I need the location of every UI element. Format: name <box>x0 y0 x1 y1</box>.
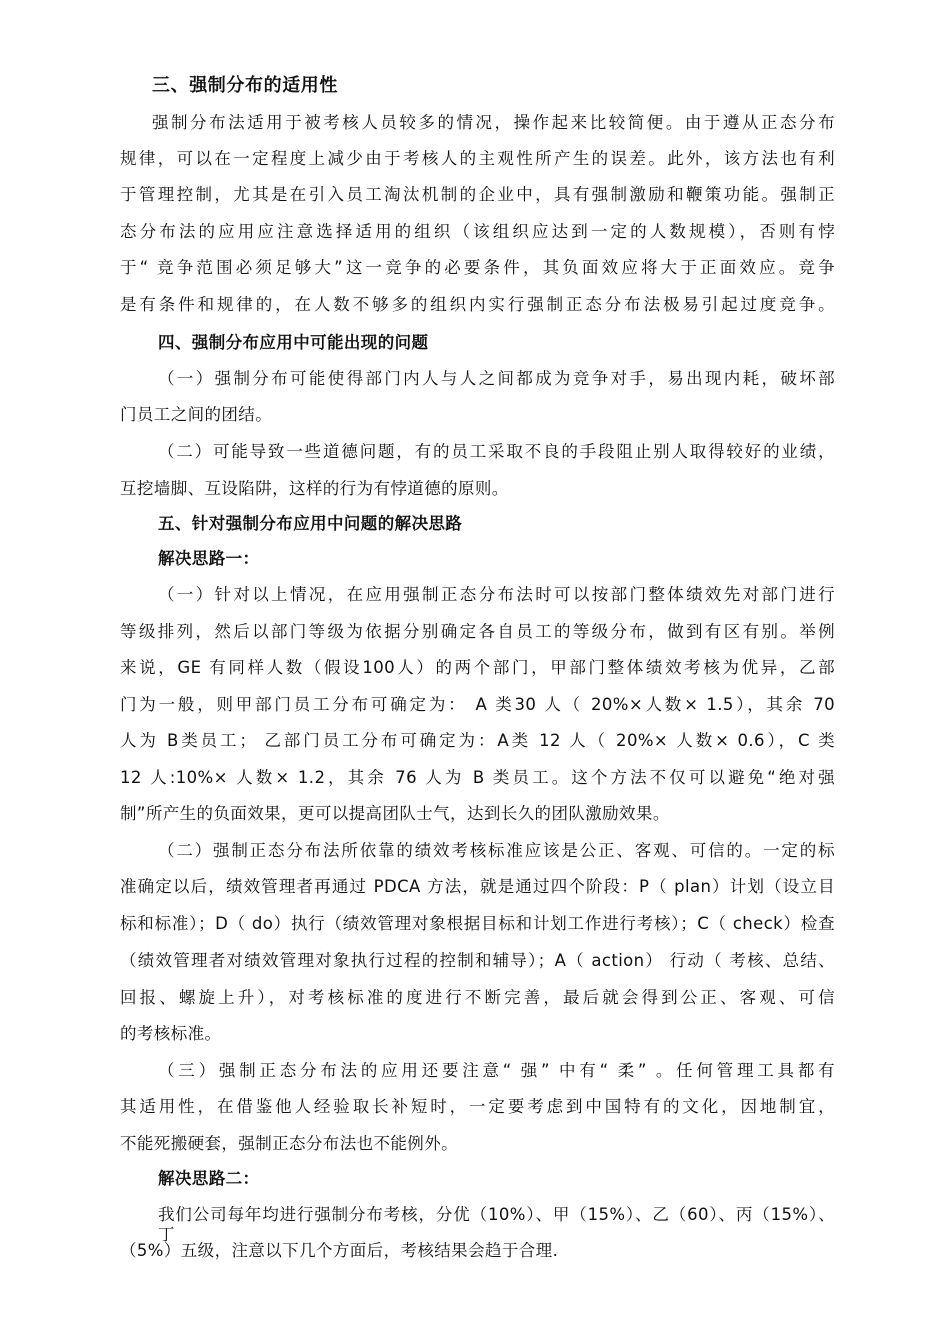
paragraph-line: 准确定以后，绩效管理者再通过 PDCA 方法，就是通过四个阶段：P（ plan）计划（设立目 <box>120 877 835 896</box>
paragraph-line: （二）强制正态分布法所依靠的绩效考核标准应该是公正、客观、可信的。一定的标 <box>158 841 835 860</box>
paragraph-line: 12 人:10%× 人数× 1.2，其余 76 人为 B 类员工。这个方法不仅可以避免“绝对强 <box>120 768 835 787</box>
paragraph-line: 规律，可以在一定程度上减少由于考核人的主观性所产生的误差。此外，该方法也有利 <box>120 149 835 168</box>
paragraph-line: 互挖墙脚、互设陷阱，这样的行为有悖道德的原则。 <box>120 479 509 498</box>
paragraph-line: 回报、螺旋上升），对考核标准的度进行不断完善，最后就会得到公正、客观、可信 <box>120 988 835 1007</box>
approach-2-heading: 解决思路二： <box>158 1169 260 1188</box>
paragraph-line: 来说，GE 有同样人数（假设100人）的两个部门，甲部门整体绩效考核为优异，乙部 <box>120 658 835 677</box>
paragraph-line: （三）强制正态分布法的应用还要注意“ 强” 中有“ 柔” 。任何管理工具都有 <box>158 1061 835 1080</box>
paragraph-line: 标和标准）；D（ do）执行（绩效管理对象根据目标和计划工作进行考核）；C（ check）检查 <box>120 914 835 933</box>
paragraph-line: 门员工之间的团结。 <box>120 405 273 424</box>
paragraph-line: （一）强制分布可能使得部门内人与人之间都成为竞争对手，易出现内耗，破坏部 <box>158 369 835 388</box>
paragraph-line: 态分布法的应用应注意选择适用的组织（该组织应达到一定的人数规模），否则有悖 <box>120 222 835 241</box>
paragraph-line: 等级排列，然后以部门等级为依据分别确定各自员工的等级分布，做到有区有别。举例 <box>120 622 835 641</box>
paragraph-line: 其适用性，在借鉴他人经验取长补短时，一定要考虑到中国特有的文化，因地制宜， <box>120 1097 835 1116</box>
section-4-heading: 四、强制分布应用中可能出现的问题 <box>158 333 429 352</box>
paragraph-line: 人为 B类员工； 乙部门员工分布可确定为：A类 12 人（ 20%× 人数× 0.6），C 类 <box>120 731 835 750</box>
paragraph-line: 门为一般，则甲部门员工分布可确定为： A 类30 人（ 20%×人数× 1.5），其余 70 <box>120 695 835 714</box>
paragraph-line: 是有条件和规律的，在人数不够多的组织内实行强制正态分布法极易引起过度竞争。 <box>120 295 835 314</box>
approach-1-heading: 解决思路一： <box>158 549 260 568</box>
section-5-heading: 五、针对强制分布应用中问题的解决思路 <box>158 514 463 533</box>
paragraph-line: 不能死搬硬套，强制正态分布法也不能例外。 <box>120 1134 458 1153</box>
paragraph-line: 于“ 竞争范围必须足够大”这一竞争的必要条件，其负面效应将大于正面效应。竞争 <box>120 258 835 277</box>
paragraph-line: （绩效管理者对绩效管理对象执行过程的控制和辅导）；A（ action） 行动（ 考核、总结、 <box>120 951 835 970</box>
paragraph-line: 于管理控制，尤其是在引入员工淘汰机制的企业中，具有强制激励和鞭策功能。强制正 <box>120 185 835 204</box>
section-3-heading: 三、强制分布的适用性 <box>152 75 338 96</box>
paragraph-line: 我们公司每年均进行强制分布考核，分优（10%）、甲（15%）、乙（60）、丙（15%）、丁 <box>158 1205 835 1244</box>
paragraph-line: （二）可能导致一些道德问题，有的员工采取不良的手段阻止别人取得较好的业绩， <box>158 442 835 461</box>
paragraph-line: 制”所产生的负面效果，更可以提高团队士气，达到长久的团队激励效果。 <box>120 804 670 823</box>
paragraph-line: （5%）五级，注意以下几个方面后，考核结果会趋于合理. <box>120 1241 559 1260</box>
paragraph-line: （一）针对以上情况，在应用强制正态分布法时可以按部门整体绩效先对部门进行 <box>158 585 835 604</box>
paragraph-line: 强制分布法适用于被考核人员较多的情况，操作起来比较简便。由于遵从正态分布 <box>152 113 835 132</box>
paragraph-line: 的考核标准。 <box>120 1024 222 1043</box>
